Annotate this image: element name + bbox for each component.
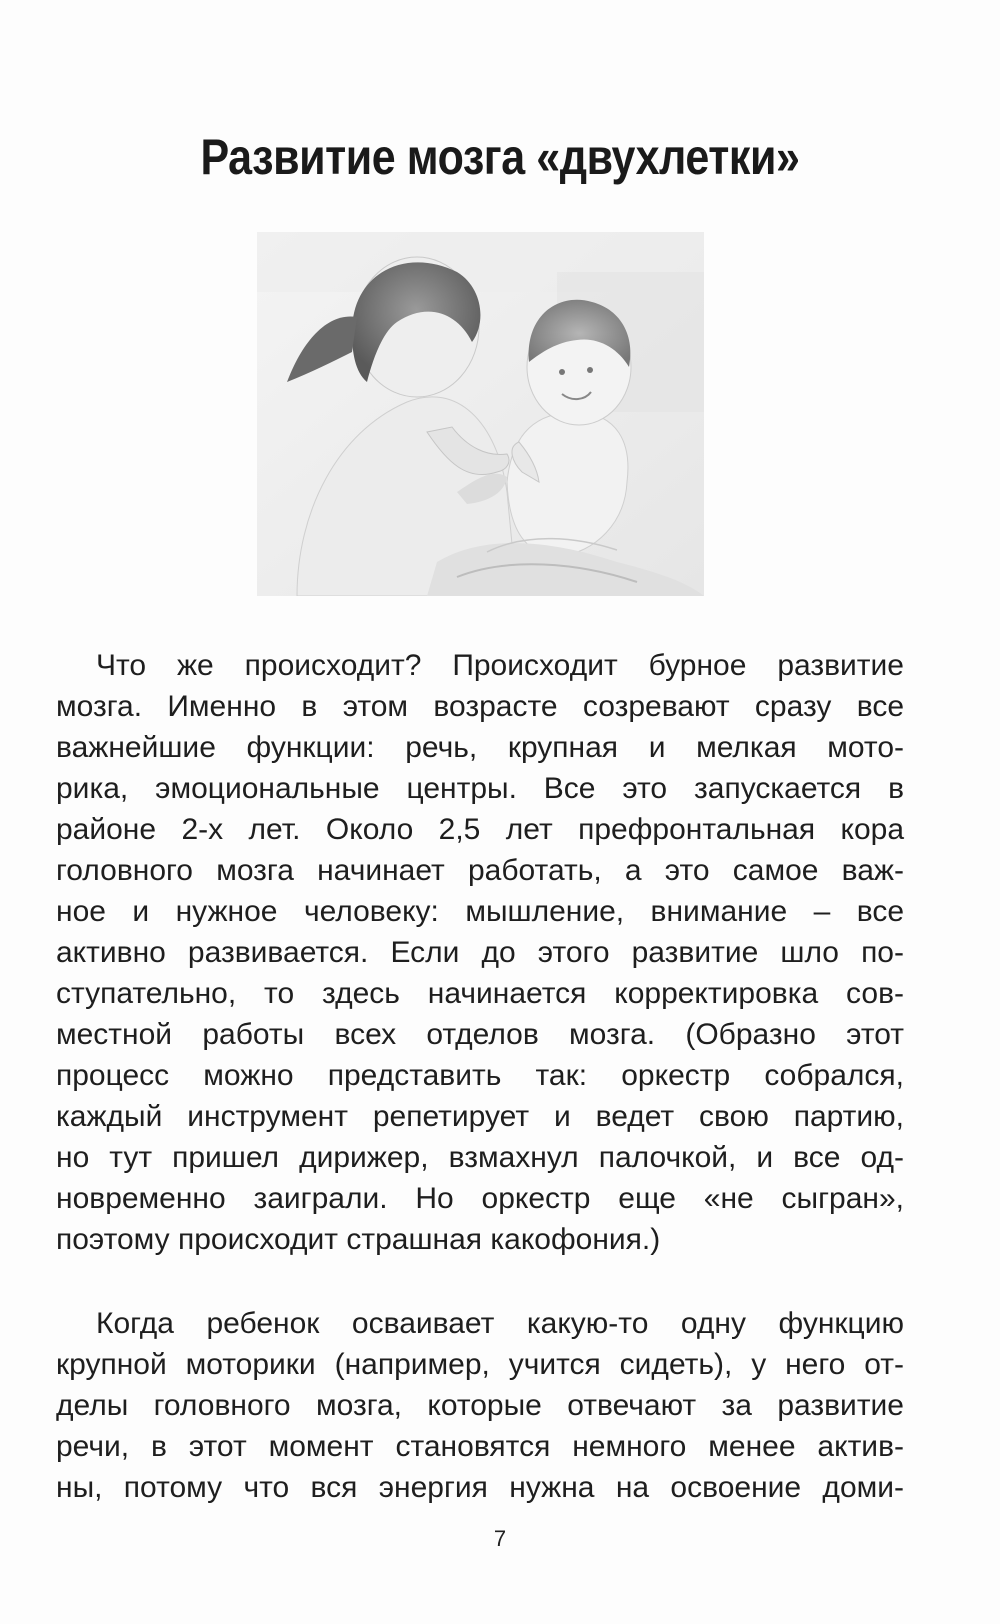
text-line: но тут пришел дирижер, взмахнул палочкой, и все од-	[56, 1141, 904, 1174]
text-line: делы головного мозга, которые отвечают за развитие	[56, 1389, 904, 1422]
text-line: ступательно, то здесь начинается корректировка сов-	[56, 977, 904, 1010]
photo-illustration	[257, 232, 704, 596]
page-title: Развитие мозга «двухлетки»	[200, 129, 800, 185]
text-line: Что же происходит? Происходит бурное развитие	[96, 649, 904, 682]
text-line: процесс можно представить так: оркестр собрался,	[56, 1059, 904, 1092]
text-line: местной работы всех отделов мозга. (Образно этот	[56, 1018, 904, 1051]
text-line: рика, эмоциональные центры. Все это запускается в	[56, 772, 904, 805]
text-line: районе 2-х лет. Около 2,5 лет префронтальная кора	[56, 813, 904, 846]
text-line: ное и нужное человеку: мышление, внимание – все	[56, 895, 904, 928]
text-line: новременно заиграли. Но оркестр еще «не сыгран»,	[56, 1182, 904, 1215]
page-number: 7	[493, 1526, 507, 1551]
paragraph-1	[56, 645, 904, 1260]
text-line: активно развивается. Если до этого развитие шло по-	[56, 936, 904, 969]
text-line: крупной моторики (например, учится сидеть), у него от-	[56, 1348, 904, 1381]
text-line: поэтому происходит страшная какофония.)	[56, 1223, 661, 1256]
text-line: мозга. Именно в этом возрасте созревают сразу все	[56, 690, 904, 723]
photo-mother-and-toddler	[257, 232, 704, 596]
text-line: речи, в этот момент становятся немного менее актив-	[56, 1430, 904, 1463]
text-line: важнейшие функции: речь, крупная и мелкая мото-	[56, 731, 904, 764]
text-line: головного мозга начинает работать, а это самое важ-	[56, 854, 904, 887]
text-line: Когда ребенок осваивает какую-то одну функцию	[96, 1307, 904, 1340]
paragraph-2	[56, 1303, 904, 1508]
text-line: ны, потому что вся энергия нужна на освоение доми-	[56, 1471, 904, 1504]
text-line: каждый инструмент репетирует и ведет свою партию,	[56, 1100, 904, 1133]
